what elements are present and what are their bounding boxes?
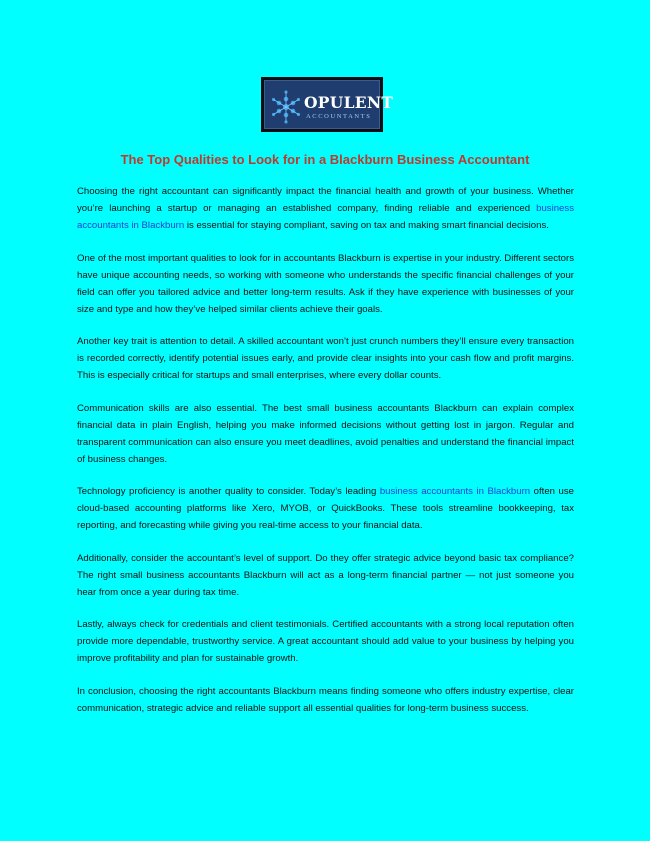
company-logo [261, 77, 394, 132]
paragraph-4: Communication skills are also essential. The best small business accountants Blackburn can explain complex financial data in plain English, helping you make informed decisions without getting lost in jargon. Regular and transparent communication can also ensure you meet deadlines, avoid penalties and understand the financial impact of business changes. [77, 402, 574, 465]
paragraph-6: Additionally, consider the accountant’s level of support. Do they offer strategic advice beyond basic tax compliance? The right small business accountants Blackburn will act as a long-term financial partner — not just someone you hear from once a year during tax time. [77, 552, 574, 598]
snowflake-logo-icon [271, 88, 301, 126]
page-title: The Top Qualities to Look for in a Blackburn Business Accountant [120, 152, 530, 167]
paragraph-8: In conclusion, choosing the right accountants Blackburn means finding someone who offers industry expertise, clear communication, strategic advice and reliable support all essential qualities for long-term business success. [77, 685, 574, 714]
logo-subtitle: ACCOUNTANTS [306, 113, 372, 120]
paragraph-5: Technology proficiency is another quality to consider. Today’s leading business accountants in Blackburn often use cloud-based accounting platforms like Xero, MYOB, or QuickBooks. These tools streamline bookkeeping, tax reporting, and forecasting while giving you real-time access to your financial data. [77, 486, 574, 531]
logo-panel [264, 80, 394, 129]
paragraph-2: One of the most important qualities to look for in accountants Blackburn is expertise in your industry. Different sectors have unique accounting needs, so working with someone who understands the specific financial challenges of your field can offer you tailored advice and better long-term results. Ask if they have experience with businesses of your size and type and how they’ve helped similar clients achieve their goals. [77, 252, 574, 315]
link-business-accountants[interactable]: business accountants in Blackburn [77, 203, 574, 231]
link-business-accountants[interactable]: business accountants in Blackburn [379, 486, 531, 497]
paragraph-7: Lastly, always check for credentials and client testimonials. Certified accountants with a strong local reputation often provide more dependable, trustworthy service. A great accountant should add value to your business by helping you improve profitability and plan for sustainable growth. [77, 619, 574, 664]
paragraph-3: Another key trait is attention to detail. A skilled accountant won’t just crunch numbers they’ll ensure every transaction is recorded correctly, identify potential issues early, and provide clear insights into your cash flow and profit margins. This is especially critical for startups and small enterprises, where every dollar counts. [77, 336, 574, 381]
paragraph-1: Choosing the right accountant can significantly impact the financial health and growth of your business. Whether you’re launching a startup or managing an established company, finding reliable and experienced business accountants in Blackburn is essential for staying compliant, saving on tax and making smart financial decisions. [77, 186, 574, 231]
logo-name: OPULENT [304, 93, 394, 112]
article-body [77, 183, 574, 732]
